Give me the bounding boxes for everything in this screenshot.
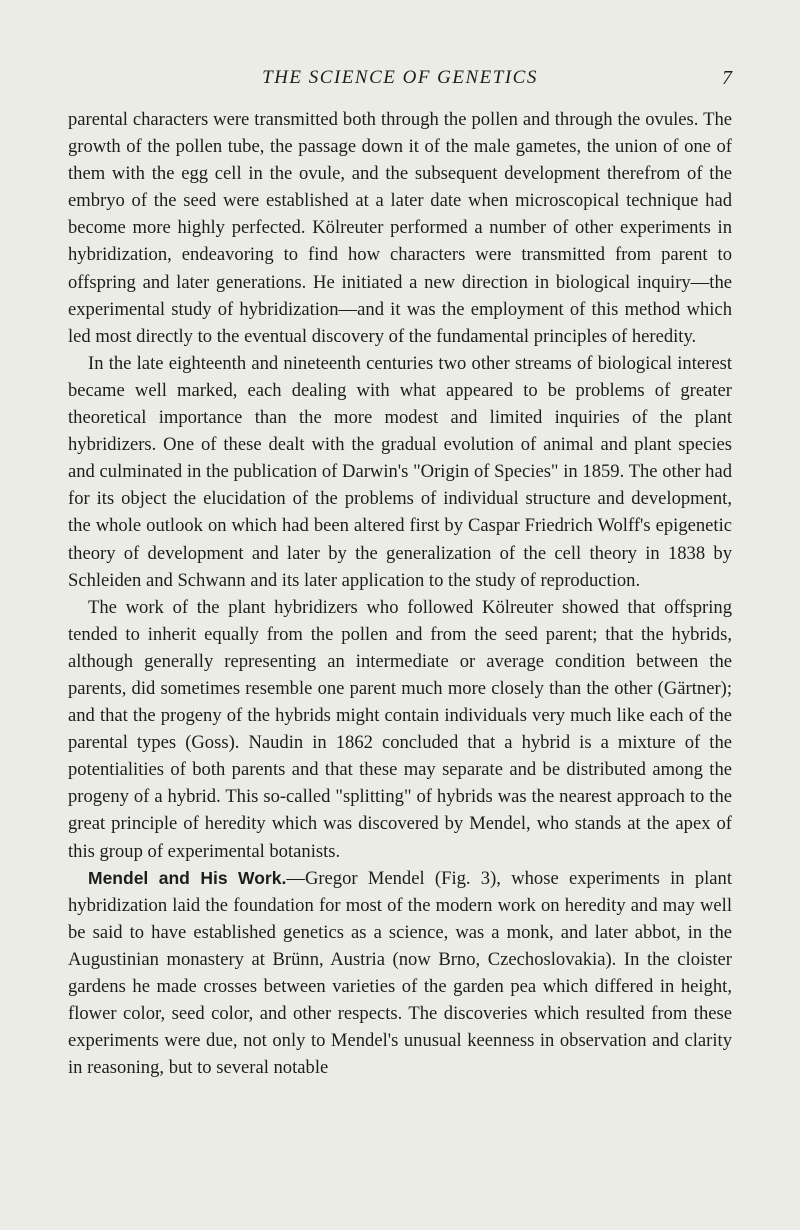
section-text: —Gregor Mendel (Fig. 3), whose experiments in plant hybridization laid the foundation for most of the modern work on heredity and may well be said to have established genetics as a science, was a monk, and later abbot, in the Augustinian monastery at Brünn, Austria (now Brno, Czechoslovakia). In the cloister gardens he made crosses between varieties of the garden pea which differed in height, flower color, seed color, and other respects. The discoveries which resulted from these experiments were due, not only to Mendel's unusual keenness in observation and clarity in reasoning, but to several notable — [68, 867, 732, 1079]
paragraph-plant-hybridizers: The work of the plant hybridizers who followed Kölreuter showed that offspring tended to inherit equally from the pollen and from the seed parent; that the hybrids, although generally representing an intermediate or average condition between the parents, did sometimes resemble one parent much more closely than the other (Gärtner); and that the progeny of the hybrids might contain individuals very much like each of the parental types (Goss). Naudin in 1862 concluded that a hybrid is a mixture of the potentialities of both parents and that these may separate and be distributed among the progeny of a hybrid. This so-called "splitting" of hybrids was the nearest approach to the great principle of heredity which was discovered by Mendel, who stands at the apex of this group of experimental botanists. — [68, 596, 732, 862]
paragraph-continued: parental characters were transmitted both through the pollen and through the ovules. The growth of the pollen tube, the passage down it of the male gametes, the union of one of them with the egg cell in the ovule, and the subsequent development therefrom of the embryo of the seed were established at a later date when microscopical technique had become more highly perfected. Kölreuter performed a number of other experiments in hybridization, endeavoring to find how characters were transmitted from parent to offspring and later generations. He initiated a new direction in biological inquiry—the experimental study of hybridization—and it was the employment of this method which led most directly to the eventual discovery of the fundamental principles of heredity. — [68, 109, 732, 347]
body-text — [68, 106, 732, 1081]
running-head — [68, 64, 732, 92]
section-heading: Mendel and His Work. — [88, 867, 287, 888]
running-title: THE SCIENCE OF GENETICS — [262, 67, 538, 88]
page-number: 7 — [722, 67, 732, 89]
paragraph-mendel — [68, 865, 732, 1082]
paragraph-streams-of-interest: In the late eighteenth and nineteenth centuries two other streams of biological interest became well marked, each dealing with what appeared to be problems of greater theoretical importance than the more modest and limited inquiries of the plant hybridizers. One of these dealt with the gradual evolution of animal and plant species and culminated in the publication of Darwin's "Origin of Species" in 1859. The other had for its object the elucidation of the problems of individual structure and development, the whole outlook on which had been altered first by Caspar Friedrich Wolff's epigenetic theory of development and later by the generalization of the cell theory in 1838 by Schleiden and Schwann and its later application to the study of reproduction. — [68, 352, 732, 591]
